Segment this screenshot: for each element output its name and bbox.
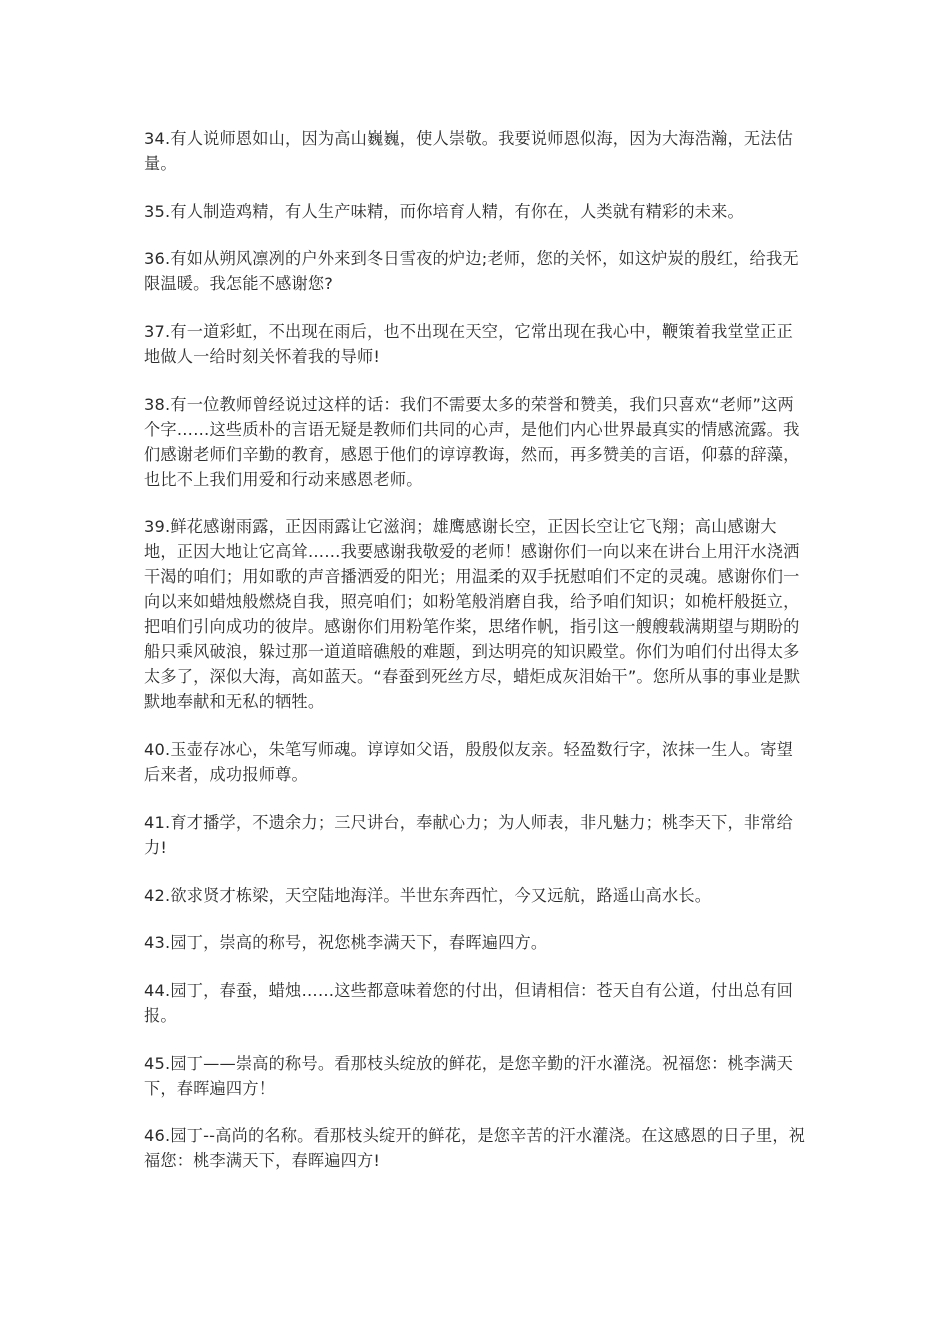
paragraph-36: 36.有如从朔风凛冽的户外来到冬日雪夜的炉边;老师，您的关怀，如这炉炭的殷红，给我无限温暖。我怎能不感谢您? — [144, 249, 799, 294]
paragraph-42: 42.欲求贤才栋梁，天空陆地海洋。半世东奔西忙，今又远航，路遥山高水长。 — [144, 885, 712, 905]
document-body — [144, 126, 808, 1196]
paragraph-37: 37.有一道彩虹，不出现在雨后，也不出现在天空，它常出现在我心中，鞭策着我堂堂正正地做人一给时刻关怀着我的导师! — [144, 322, 794, 367]
paragraph-41: 41.育才播学，不遗余力；三尺讲台，奉献心力；为人师表，非凡魅力；桃李天下，非常给力! — [144, 812, 794, 857]
paragraph-38: 38.有一位教师曾经说过这样的话：我们不需要太多的荣誉和赞美，我们只喜欢“老师”这两个字……这些质朴的言语无疑是教师们共同的心声，是他们内心世界最真实的情感流露。我们感谢老师们辛勤的教育，感恩于他们的谆谆教诲，然而，再多赞美的言语，仰慕的辞藻，也比不上我们用爱和行动来感恩老师。 — [144, 394, 800, 489]
paragraph-45: 45.园丁——崇高的称号。看那枝头绽放的鲜花，是您辛勤的汗水灌浇。祝福您：桃李满天下，春晖遍四方！ — [144, 1053, 794, 1098]
paragraph-40: 40.玉壶存冰心，朱笔写师魂。谆谆如父语，殷殷似友亲。轻盈数行字，浓抹一生人。寄望后来者，成功报师尊。 — [144, 740, 794, 785]
paragraph-44: 44.园丁，春蚕，蜡烛……这些都意味着您的付出，但请相信：苍天自有公道，付出总有回报。 — [144, 980, 794, 1025]
paragraph-46: 46.园丁--高尚的名称。看那枝头绽开的鲜花，是您辛苦的汗水灌浇。在这感恩的日子里，祝福您：桃李满天下，春晖遍四方! — [144, 1126, 806, 1171]
paragraph-43: 43.园丁，崇高的称号，祝您桃李满天下，春晖遍四方。 — [144, 933, 548, 953]
paragraph-39: 39.鲜花感谢雨露，正因雨露让它滋润；雄鹰感谢长空，正因长空让它飞翔；高山感谢大地，正因大地让它高耸……我要感谢我敬爱的老师！感谢你们一向以来在讲台上用汗水浇洒干渴的咱们；用如歌的声音播洒爱的阳光；用温柔的双手抚慰咱们不定的灵魂。感谢你们一向以来如蜡烛般燃烧自我，照亮咱们；如粉笔般消磨自我，给予咱们知识；如桅杆般挺立，把咱们引向成功的彼岸。感谢你们用粉笔作桨，思绪作帆，指引这一艘艘载满期望与期盼的船只乘风破浪，躲过那一道道暗礁般的难题，到达明亮的知识殿堂。你们为咱们付出得太多太多了，深似大海，高如蓝天。“春蚕到死丝方尽，蜡炬成灰泪始干”。您所从事的事业是默默地奉献和无私的牺牲。 — [144, 517, 801, 712]
paragraph-35: 35.有人制造鸡精，有人生产味精，而你培育人精，有你在，人类就有精彩的未来。 — [144, 201, 744, 221]
paragraph-34: 34.有人说师恩如山，因为高山巍巍，使人崇敬。我要说师恩似海，因为大海浩瀚，无法估量。 — [144, 129, 794, 173]
